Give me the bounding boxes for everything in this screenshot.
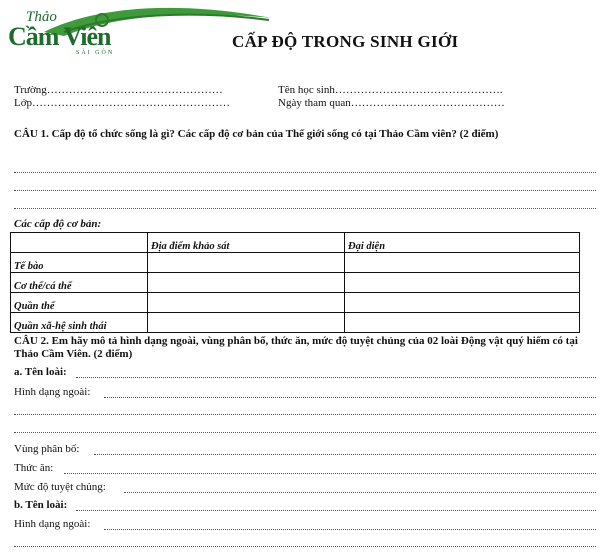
table-cell [148,313,345,333]
table-cell [148,273,345,293]
shape-label: Hình dạng ngoài: [14,386,91,398]
answer-line [124,492,596,493]
school-field: Trường………………………………………… [14,84,223,96]
table-cell [345,293,580,313]
table-cell [345,313,580,333]
shape-label-b: Hình dạng ngoài: [14,518,91,530]
table-row-label: Quần thể [11,293,148,313]
logo-line2: Cầm Viên [8,22,111,51]
class-field: Lớp……………………………………………… [14,97,231,109]
table-cell [148,253,345,273]
answer-line [76,510,596,511]
table-header-row [11,233,580,253]
answer-line [94,454,596,455]
distribution-label: Vùng phân bố: [14,443,80,455]
species-a-label: a. Tên loài: [14,366,67,378]
answer-line [76,377,596,378]
student-name-field: Tên học sinh………………………………………. [278,84,503,96]
table-row-label: Cơ thể/cá thể [11,273,148,293]
answer-line [14,208,596,209]
table-header-cell: Địa điểm khảo sát [148,233,345,253]
logo-line3: SÀI GÒN [76,50,115,56]
table-row [11,273,580,293]
species-b-label: b. Tên loài: [14,499,68,511]
table-cell [345,273,580,293]
table-header-cell: Đại diện [345,233,580,253]
table-row-label: Quần xã-hệ sinh thái [11,313,148,333]
table-row [11,313,580,333]
answer-line [104,529,596,530]
question-1: CÂU 1. Cấp độ tổ chức sống là gì? Các cấp độ cơ bản của Thế giới sống có tại Thảo Cầm viên? (2 điểm) [14,128,499,140]
food-label: Thức ăn: [14,462,54,474]
logo-line1: Thảo [26,9,57,25]
answer-line [14,190,596,191]
table-cell [148,293,345,313]
answer-line [14,432,596,433]
page-title: CẤP ĐỘ TRONG SINH GIỚI [232,32,459,51]
question-2: CÂU 2. Em hãy mô tả hình dạng ngoài, vùng phân bố, thức ăn, mức độ tuyệt chủng của 02 loài Động vật quý hiếm có tại Thảo Cầm Viên. (2 điểm) [14,335,578,360]
extinction-label: Mức độ tuyệt chủng: [14,481,106,493]
answer-line [14,172,596,173]
answer-line [14,414,596,415]
answer-line [64,473,596,474]
table-caption: Các cấp độ cơ bản: [14,218,102,230]
answer-line [14,546,596,547]
table-row-label: Tế bào [11,253,148,273]
answer-line [104,397,596,398]
table-cell [345,253,580,273]
table-row [11,253,580,273]
table-row [11,293,580,313]
visit-date-field: Ngày tham quan…………………………………… [278,97,505,109]
levels-table [10,232,580,333]
table-header-cell [11,233,148,253]
